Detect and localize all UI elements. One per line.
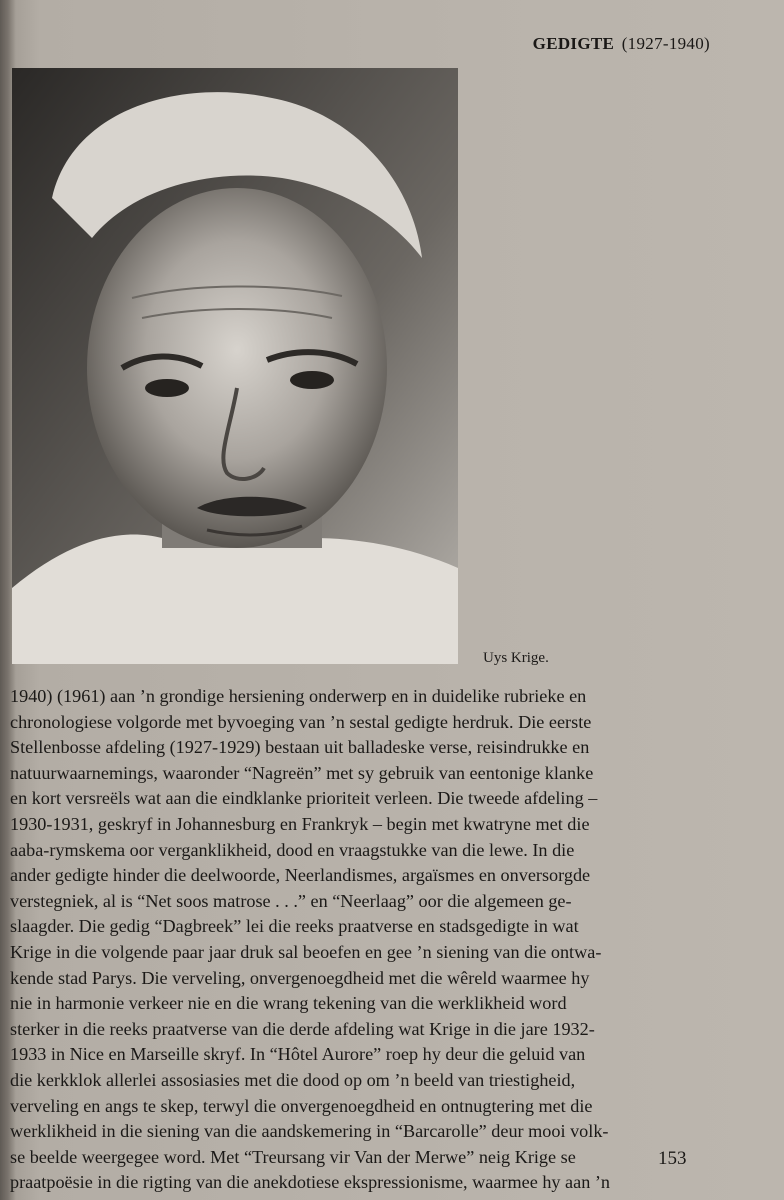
body-line: verveling en angs te skep, terwyl die onvergenoegdheid en ontnugtering met die [10,1095,593,1116]
body-line: natuurwaarnemings, waaronder “Nagreën” met sy gebruik van eentonige klanke [10,762,594,783]
portrait-illustration [12,68,458,664]
body-line: werklikheid in die siening van die aandskemering in “Barcarolle” deur mooi volk- [10,1121,609,1142]
running-head [533,34,710,54]
body-line: slaagder. Die gedig “Dagbreek” lei die reeks praatverse en stadsgedigte in wat [10,916,579,937]
body-line: se beelde weergegee word. Met “Treursang vir Van der Merwe” neig Krige se [10,1146,576,1167]
body-line: Stellenbosse afdeling (1927-1929) bestaan uit balladeske verse, reisindrukke en [10,737,590,758]
body-line: 1930-1931, geskryf in Johannesburg en Frankryk – begin met kwatryne met die [10,813,590,834]
body-line: die kerkklok allerlei assosiasies met die dood op om ’n beeld van triestigheid, [10,1069,576,1090]
body-line: ander gedigte hinder die deelwoorde, Neerlandismes, argaïsmes en onversorgde [10,865,591,886]
body-line: verstegniek, al is “Net soos matrose . . .” en “Neerlaag” oor die algemeen ge- [10,890,572,911]
body-line: en kort versreëls wat aan die eindklanke prioriteit verleen. Die tweede afdeling – [10,788,598,809]
running-head-years: (1927-1940) [621,34,710,53]
body-line: sterker in die reeks praatverse van die derde afdeling wat Krige in die jare 1932- [10,1018,595,1039]
portrait-photo [12,68,458,664]
body-line: nie in harmonie verkeer nie en die wrang tekening van die werklikheid word [10,993,567,1014]
body-line: chronologiese volgorde met byvoeging van ’n sestal gedigte herdruk. Die eerste [10,711,592,732]
body-line: praatpoësie in die rigting van die anekdotiese ekspressionisme, waarmee hy aan ’n [10,1172,610,1193]
body-text [10,684,718,1196]
body-line: 1940) (1961) aan ’n grondige hersiening onderwerp en in duidelike rubrieke en [10,686,587,706]
photo-caption: Uys Krige. [483,650,549,666]
body-line: Krige in die volgende paar jaar druk sal beoefen en gee ’n siening van die ontwa- [10,941,602,962]
running-head-title: GEDIGTE [532,34,615,53]
body-line: 1933 in Nice en Marseille skryf. In “Hôtel Aurore” roep hy deur die geluid van [10,1044,586,1065]
page-number: 153 [658,1148,687,1169]
body-line: aaba-rymskema oor verganklikheid, dood en vraagstukke van die lewe. In die [10,839,575,860]
body-line: kende stad Parys. Die verveling, onvergenoegdheid met die wêreld waarmee hy [10,967,590,988]
